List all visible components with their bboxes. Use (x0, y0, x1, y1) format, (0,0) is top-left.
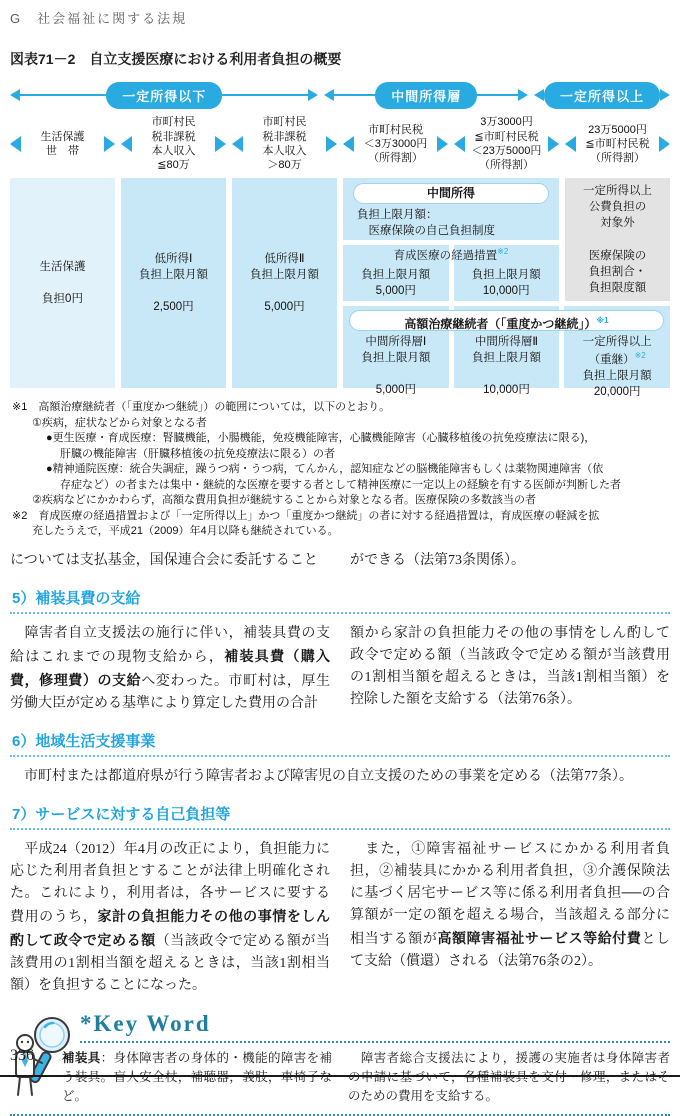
category-label-text: 市町村民 税非課税 本人収入 ＞80万 (262, 116, 307, 172)
arrow-left-icon (565, 136, 576, 152)
keyword-definition-text: 身体障害者の身体的・機能的障害を補 ど。 (62, 1050, 332, 1103)
band-pill-middle: 中間所得層 (375, 82, 477, 109)
page-number: 336 (10, 1047, 34, 1064)
text-run: として支給（償還）される（法第76条の2）。 (350, 931, 671, 969)
band-low-income (10, 81, 318, 109)
category-label (454, 113, 559, 175)
band-line (222, 94, 308, 96)
middle-income-stack (343, 178, 559, 301)
running-head: G 社会福祉に関する法規 (10, 11, 188, 26)
keyword-title: *Key Word (80, 1011, 670, 1043)
category-label-text: 市町村民 税非課税 本人収入 ≦80万 (151, 116, 196, 172)
section-5-body (10, 623, 670, 715)
continuation-left: については支払基金，国保連合会に委託すること (10, 552, 318, 568)
kogaku-cell3-top: 一定所得以上 （重継） (582, 336, 652, 366)
category-label (10, 113, 115, 175)
arrow-left-icon (534, 89, 544, 101)
text-run-bold: 家計の負担能力その他の事情をしん酌して政令で定める額 (10, 907, 331, 948)
text-run: へ変わった。市町村は，厚生労働大臣が定める基準により算定した費用の合計 (10, 673, 330, 711)
kogaku-cell3-bottom: 負担上限月額 20,000円 (582, 370, 652, 399)
ikusei-cell-2: 負担上限月額 10,000円 (454, 245, 560, 301)
arrow-left-icon (343, 136, 354, 152)
box-excluded: 一定所得以上 公費負担の 対象外 医療保険の 負担割合・ 負担限度額 (565, 178, 670, 301)
arrow-left-icon (121, 136, 132, 152)
box-ikusei-group (343, 245, 559, 301)
category-label (565, 113, 670, 175)
note-line: ※1 高額治療継続者（「重度かつ継続」）の範囲については，以下のとおり。 (12, 401, 391, 413)
section-5-left (10, 623, 330, 715)
kogaku-cell-1: 中間所得層Ⅰ 負担上限月額 5,000円 (343, 306, 449, 388)
box-low-income-2: 低所得Ⅱ 負担上限月額 5,000円 (232, 178, 337, 388)
burden-box-row (10, 178, 670, 399)
note-line: 存症など）の者または集中・継続的な医療を要する者として精神医療に一定以上の経験を有する医師が判断した者 (60, 478, 621, 491)
continuation-right: ができる（法第73条関係）。 (350, 552, 525, 568)
note-line: 肝臓の機能障害（肝臓移植後の抗免疫療法に限る）の者 (60, 447, 335, 460)
figure-diagram (10, 81, 670, 399)
middle-income-line1: 負担上限月額： (357, 209, 438, 221)
band-pill-high: 一定所得以上 (544, 82, 660, 109)
kogaku-pill (349, 310, 664, 331)
ikusei-header-text: 育成医療の経過措置 (393, 250, 498, 262)
arrow-right-icon (215, 136, 226, 152)
note-line: ②疾病などにかかわらず，高額な費用負担が継続することから対象となる者。医療保険の多数該当の者 (32, 494, 536, 506)
text-run: また，①障害福祉サービスにかかる利用者負担，②補装具にかかる利用者負担，③介護保険法に基づく居宅サービス等に係る利用者負担──の合算額が一定の額を超える場合，当該超える部分に相当する額が (350, 841, 670, 947)
band-middle-income (324, 81, 528, 109)
band-line (334, 94, 375, 96)
category-label (232, 113, 337, 175)
note-line: ※2 育成医療の経過措置および「一定所得以上」かつ「重度かつ継続」の者に対する経過措置は，育成医療の軽減を拡 (12, 509, 600, 522)
section-heading-5: 5）補装具費の支給 (10, 585, 670, 614)
arrow-left-icon (454, 136, 465, 152)
kogaku-cell-2: 中間所得層Ⅱ 負担上限月額 10,000円 (454, 306, 560, 388)
figure-notes (10, 400, 670, 540)
section-7-right (350, 839, 670, 997)
category-label-text: 生活保護 世 帯 (40, 130, 85, 157)
arrow-right-icon (437, 136, 448, 152)
band-high-income (534, 81, 670, 109)
figure-title-text: 自立支援医療における利用者負担の概要 (89, 51, 342, 67)
section-heading-6: 6）地域生活支援事業 (10, 728, 670, 757)
category-label-text: 3万3000円 ≦市町村民税 ＜23万5000円 （所得割） (471, 116, 542, 172)
note-line: ●更生医療・育成医療：腎臓機能，小腸機能，免疫機能障害，心臓機能障害（心臓移植後の抗免疫療法に限る)， (46, 432, 596, 444)
band-pill-low: 一定所得以下 (106, 82, 222, 109)
arrow-right-icon (660, 89, 670, 101)
text-run: 平成24（2012）年4月の改正により，負担能力に応じた利用者負担とすることが法律上明確化された。これにより，利用者は，各サービスに要する費用のうち， (10, 841, 330, 925)
section-7-body (10, 839, 670, 997)
section-6-body: 市町村または都道府県が行う障害者および障害児の自立支援のための事業を定める（法第77条）。 (10, 768, 633, 784)
category-label (343, 113, 448, 175)
ikusei-header (343, 247, 559, 263)
arrow-right-icon (308, 89, 318, 101)
arrow-right-icon (518, 89, 528, 101)
text-run-bold: 高額障害福祉サービス等給付費 (437, 929, 642, 946)
middle-income-line2: 医療保険の自己負担制度 (357, 225, 495, 238)
category-label-text: 23万5000円 ≦市町村民税 （所得割） (585, 123, 650, 165)
keyword-term: 補装具 (62, 1050, 101, 1065)
figure-title (10, 49, 670, 69)
section-7-left (10, 839, 330, 997)
text-run-bold: 補装具費（購入費，修理費）の支給 (10, 647, 331, 688)
category-label-row (10, 113, 670, 175)
band-line (477, 94, 518, 96)
box-kogaku-group (343, 306, 670, 399)
arrow-left-icon (232, 136, 243, 152)
arrow-right-icon (659, 136, 670, 152)
keyword-separator: ： (100, 1050, 114, 1065)
ikusei-cell-1: 負担上限月額 5,000円 (343, 245, 449, 301)
box-low-income-1: 低所得Ⅰ 負担上限月額 2,500円 (121, 178, 226, 388)
section-5-right: 額から家計の負担能力その他の事情をしん酌して政令で定める額（当該政令で定める額が当該費用の1割相当額を超えるときは，当該1割相当額）を控除した額を支給する（法第76条）。 (350, 625, 670, 707)
note-ref: ※1 (596, 316, 609, 325)
note-ref: ※2 (497, 247, 509, 257)
income-band-row (10, 81, 670, 109)
box-seikatsuhogo: 生活保護 負担0円 (10, 178, 115, 388)
arrow-right-icon (326, 136, 337, 152)
box-middle-income (343, 178, 559, 240)
keyword-body (10, 1043, 670, 1116)
category-label-text: 市町村民税 ＜3万3000円 （所得割） (363, 123, 428, 165)
keyword-explanation: 障害者総合支援法により，援護の実施者は身体障害者 のための費用を支給する。 (348, 1050, 670, 1103)
note-line: 充したうえで，平成21（2009）年4月以降も継続されている。 (32, 525, 339, 537)
text-run: 障害者自立支援法の施行に伴い，補装具費の支給はこれまでの現物支給から， (10, 625, 330, 665)
keyword-section (10, 1011, 670, 1116)
note-ref: ※2 (634, 351, 646, 361)
note-line: ①疾病，症状などから対象となる者 (32, 416, 207, 429)
arrow-left-icon (10, 89, 20, 101)
figure-number: 図表71－2 (10, 51, 76, 67)
arrow-left-icon (10, 136, 21, 152)
arrow-left-icon (324, 89, 334, 101)
arrow-right-icon (548, 136, 559, 152)
band-line (20, 94, 106, 96)
continuation-paragraph (10, 550, 670, 572)
note-line: ●精神通院医療：統合失調症，躁うつ病・うつ病，てんかん，認知症などの脳機能障害もしくは薬物関連障害（依 (46, 463, 604, 475)
text-run: （当該政令で定める額が当該費用の1割相当額を超えるときは，当該1割相当額）を負担することになった。 (10, 933, 331, 993)
arrow-right-icon (104, 136, 115, 152)
section-heading-7: 7）サービスに対する自己負担等 (10, 801, 670, 830)
middle-income-text (343, 204, 559, 239)
kogaku-pill-text: 高額治療継続者（「重度かつ継続」） (404, 317, 597, 331)
category-label (121, 113, 226, 175)
middle-income-pill: 中間所得 (353, 183, 549, 204)
